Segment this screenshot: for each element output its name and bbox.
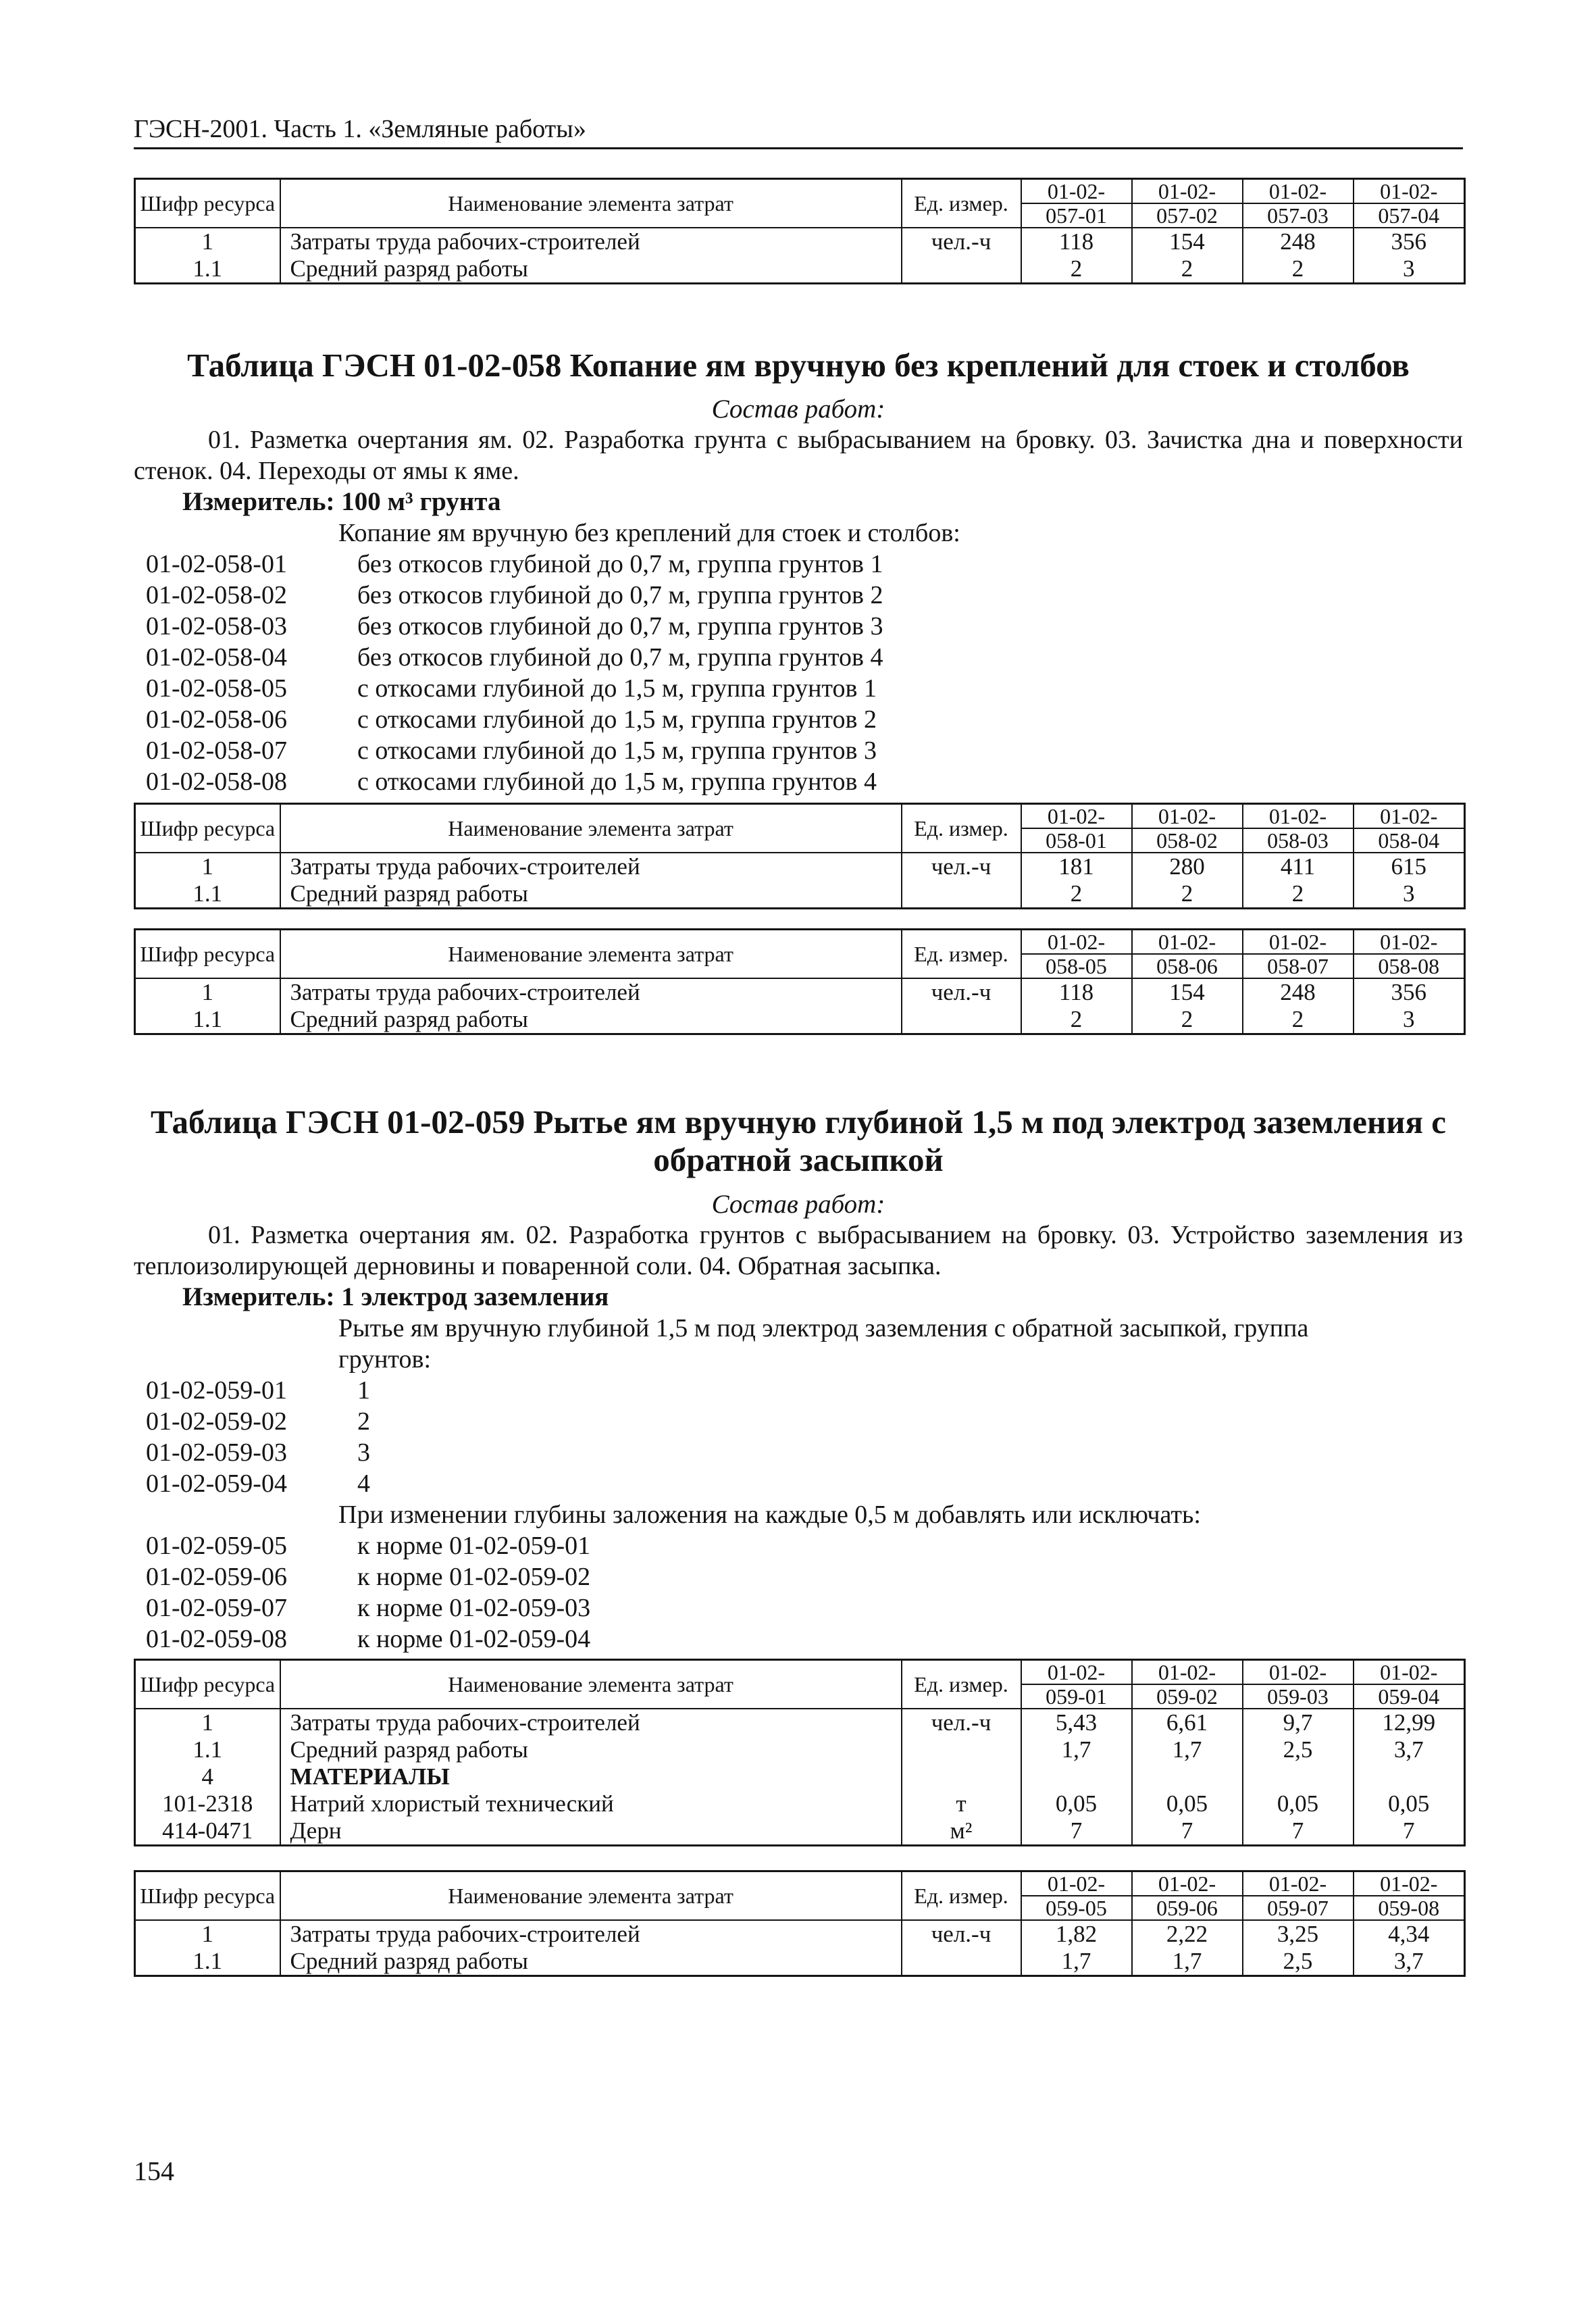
value-cell: 1,7 (1132, 1948, 1243, 1976)
header-norm-code-bottom: 058-03 (1243, 828, 1353, 852)
header-norm-code-bottom: 057-03 (1243, 203, 1353, 227)
value-cell: 181 (1021, 853, 1132, 880)
header-norm-code (1132, 804, 1243, 853)
norm-code: 01-02-058-06 (146, 705, 287, 734)
header-norm-code-bottom: 058-01 (1022, 828, 1131, 852)
cost-element-name: Затраты труда рабочих-строителей (280, 978, 902, 1006)
header-norm-code (1132, 930, 1243, 979)
cost-element-name: Средний разряд работы (280, 880, 902, 909)
value-cell: 118 (1021, 978, 1132, 1006)
table-059-a (134, 1659, 1466, 1846)
cost-element-name: Натрий хлористый технический (280, 1790, 902, 1817)
header-norm-code-top: 01-02- (1158, 804, 1216, 828)
list-item (146, 1530, 1463, 1561)
norm-description: 4 (357, 1469, 370, 1498)
header-norm-code (1354, 179, 1465, 228)
list-item (146, 1437, 1463, 1468)
header-norm-code-bottom: 059-02 (1133, 1684, 1242, 1708)
norm-description: к норме 01-02-059-01 (357, 1532, 591, 1560)
value-cell: 2,5 (1243, 1948, 1354, 1976)
unit: чел.-ч (902, 1920, 1021, 1948)
norm-description: к норме 01-02-059-04 (357, 1625, 591, 1653)
works-059: 01. Разметка очертания ям. 02. Разработка грунтов с выбрасыванием на бровку. 03. Устройство заземления из теплоизолирующей дерновины и поваренной соли. 04. Обратная засыпка. (134, 1221, 1463, 1280)
header-unit: Ед. измер. (902, 1660, 1021, 1709)
header-norm-code (1132, 1871, 1243, 1921)
value-cell: 280 (1132, 853, 1243, 880)
list-item (146, 673, 1463, 704)
header-norm-code (1354, 804, 1465, 853)
table-row (135, 1736, 1465, 1763)
page-header: ГЭСН-2001. Часть 1. «Земляные работы» (134, 115, 586, 143)
norm-description: с откосами глубиной до 1,5 м, группа грунтов 3 (357, 736, 877, 765)
unit (902, 1763, 1021, 1790)
norm-description: без откосов глубиной до 0,7 м, группа грунтов 2 (357, 581, 883, 609)
value-cell: 2 (1021, 880, 1132, 909)
header-norm-code-bottom: 059-08 (1354, 1895, 1464, 1919)
table-058-a (134, 803, 1466, 909)
header-norm-code-top: 01-02- (1380, 930, 1438, 954)
value-cell: 7 (1021, 1817, 1132, 1846)
header-norm-code-bottom: 059-06 (1133, 1895, 1242, 1919)
value-cell: 2 (1132, 880, 1243, 909)
value-cell: 154 (1132, 228, 1243, 255)
header-norm-code-bottom: 059-03 (1243, 1684, 1353, 1708)
value-cell: 2 (1132, 1006, 1243, 1034)
resource-code: 1.1 (135, 255, 280, 284)
resource-code: 4 (135, 1763, 280, 1790)
resource-code: 1 (135, 228, 280, 255)
table-row (135, 1006, 1465, 1034)
norm-description: с откосами глубиной до 1,5 м, группа грунтов 2 (357, 705, 877, 734)
value-cell: 9,7 (1243, 1709, 1354, 1736)
value-cell: 7 (1132, 1817, 1243, 1846)
list-item (146, 1561, 1463, 1592)
unit: чел.-ч (902, 228, 1021, 255)
header-norm-code-top: 01-02- (1268, 804, 1327, 828)
table-row (135, 1948, 1465, 1976)
value-cell: 3,25 (1243, 1920, 1354, 1948)
value-cell: 118 (1021, 228, 1132, 255)
unit: чел.-ч (902, 1709, 1021, 1736)
norm-description: 1 (357, 1376, 370, 1405)
resource-code: 1.1 (135, 1006, 280, 1034)
value-cell: 3 (1354, 1006, 1465, 1034)
unit (902, 880, 1021, 909)
header-norm-code-top: 01-02- (1268, 1660, 1327, 1684)
header-norm-code-bottom: 058-08 (1354, 953, 1464, 978)
cost-element-name: Средний разряд работы (280, 1006, 902, 1034)
norm-description: 3 (357, 1438, 370, 1467)
cost-element-name: МАТЕРИАЛЫ (280, 1763, 902, 1790)
table-title-058: Таблица ГЭСН 01-02-058 Копание ям вручную без креплений для стоек и столбов (187, 347, 1410, 384)
unit (902, 1006, 1021, 1034)
norm-code: 01-02-059-04 (146, 1469, 287, 1498)
header-code: Шифр ресурса (135, 1871, 280, 1921)
table-row (135, 1709, 1465, 1736)
header-norm-code-top: 01-02- (1268, 1871, 1327, 1896)
measure-059: Измеритель: 1 электрод заземления (182, 1282, 609, 1311)
norm-code: 01-02-058-07 (146, 736, 287, 765)
cost-element-name: Затраты труда рабочих-строителей (280, 853, 902, 880)
measure-058: Измеритель: 100 м³ грунта (182, 487, 501, 516)
header-norm-code-bottom: 058-02 (1133, 828, 1242, 852)
norm-code: 01-02-058-01 (146, 550, 287, 578)
table-058-b (134, 928, 1466, 1035)
header-norm-code-top: 01-02- (1158, 1871, 1216, 1896)
subtitle-058: Состав работ: (711, 395, 885, 424)
list-item (146, 1624, 1463, 1655)
value-cell: 5,43 (1021, 1709, 1132, 1736)
header-name: Наименование элемента затрат (280, 930, 902, 979)
works-058: 01. Разметка очертания ям. 02. Разработка грунта с выбрасыванием на бровку. 03. Зачистка дна и поверхности стенок. 04. Переходы от ямы к яме. (134, 426, 1463, 485)
value-cell: 7 (1354, 1817, 1465, 1846)
norm-code: 01-02-059-05 (146, 1532, 287, 1560)
header-norm-code (1354, 1660, 1465, 1709)
header-norm-code-top: 01-02- (1268, 930, 1327, 954)
header-norm-code-bottom: 059-05 (1022, 1895, 1131, 1919)
value-cell: 248 (1243, 978, 1354, 1006)
resource-code: 1.1 (135, 1948, 280, 1976)
value-cell: 2 (1243, 880, 1354, 909)
value-cell: 411 (1243, 853, 1354, 880)
value-cell: 356 (1354, 228, 1465, 255)
norm-code: 01-02-058-02 (146, 581, 287, 609)
table-title-059-line1: Таблица ГЭСН 01-02-059 Рытье ям вручную глубиной 1,5 м под электрод заземления с (151, 1103, 1446, 1140)
value-cell: 2 (1243, 255, 1354, 284)
header-norm-code-bottom: 057-02 (1133, 203, 1242, 227)
header-norm-code-bottom: 059-04 (1354, 1684, 1464, 1708)
header-norm-code-top: 01-02- (1268, 179, 1327, 203)
header-name: Наименование элемента затрат (280, 1660, 902, 1709)
unit: чел.-ч (902, 853, 1021, 880)
header-norm-code-top: 01-02- (1047, 179, 1106, 203)
table-row (135, 880, 1465, 909)
header-unit: Ед. измер. (902, 930, 1021, 979)
cost-element-name: Средний разряд работы (280, 1736, 902, 1763)
value-cell: 3,7 (1354, 1736, 1465, 1763)
header-norm-code-top: 01-02- (1047, 930, 1106, 954)
norm-code: 01-02-058-04 (146, 643, 287, 672)
list-item (146, 1375, 1463, 1406)
header-norm-code-top: 01-02- (1047, 1660, 1106, 1684)
value-cell: 2 (1132, 255, 1243, 284)
header-norm-code-bottom: 057-01 (1022, 203, 1131, 227)
list-item (146, 642, 1463, 673)
value-cell: 3 (1354, 255, 1465, 284)
list-item (146, 704, 1463, 735)
norm-code: 01-02-059-01 (146, 1376, 287, 1405)
header-code: Шифр ресурса (135, 804, 280, 853)
header-norm-code-top: 01-02- (1158, 1660, 1216, 1684)
header-norm-code (1354, 1871, 1465, 1921)
table-row (135, 1790, 1465, 1817)
value-cell: 1,7 (1132, 1736, 1243, 1763)
table-row (135, 1817, 1465, 1846)
subtitle-059: Состав работ: (711, 1190, 885, 1219)
header-norm-code-top: 01-02- (1380, 1660, 1438, 1684)
value-cell: 2 (1243, 1006, 1354, 1034)
norm-description: с откосами глубиной до 1,5 м, группа грунтов 4 (357, 768, 877, 796)
header-unit: Ед. измер. (902, 1871, 1021, 1921)
header-norm-code-top: 01-02- (1158, 930, 1216, 954)
cost-element-name: Затраты труда рабочих-строителей (280, 228, 902, 255)
header-norm-code-top: 01-02- (1047, 804, 1106, 828)
unit (902, 1736, 1021, 1763)
resource-code: 1 (135, 978, 280, 1006)
cost-element-name: Средний разряд работы (280, 1948, 902, 1976)
norm-description: 2 (357, 1407, 370, 1436)
header-norm-code-bottom: 058-04 (1354, 828, 1464, 852)
header-rule (134, 147, 1463, 149)
value-cell (1132, 1763, 1243, 1790)
header-norm-code-top: 01-02- (1380, 1871, 1438, 1896)
value-cell: 4,34 (1354, 1920, 1465, 1948)
cost-element-name: Затраты труда рабочих-строителей (280, 1709, 902, 1736)
header-norm-code (1243, 1660, 1354, 1709)
header-name: Наименование элемента затрат (280, 804, 902, 853)
unit: чел.-ч (902, 978, 1021, 1006)
list-item (146, 1406, 1463, 1437)
list-item (146, 766, 1463, 797)
header-norm-code-bottom: 057-04 (1354, 203, 1464, 227)
value-cell: 356 (1354, 978, 1465, 1006)
norm-code: 01-02-058-05 (146, 674, 287, 703)
norm-description: без откосов глубиной до 0,7 м, группа грунтов 4 (357, 643, 883, 672)
value-cell: 0,05 (1243, 1790, 1354, 1817)
header-norm-code (1021, 1660, 1132, 1709)
list-item (146, 611, 1463, 642)
value-cell: 3 (1354, 880, 1465, 909)
value-cell: 0,05 (1021, 1790, 1132, 1817)
header-norm-code (1243, 804, 1354, 853)
norm-description: к норме 01-02-059-03 (357, 1594, 591, 1622)
value-cell (1354, 1763, 1465, 1790)
header-unit: Ед. измер. (902, 804, 1021, 853)
value-cell: 2,5 (1243, 1736, 1354, 1763)
table-059-b (134, 1870, 1466, 1977)
list-intro: Копание ям вручную без креплений для стоек и столбов: (338, 519, 960, 547)
value-cell: 0,05 (1354, 1790, 1465, 1817)
header-norm-code (1132, 1660, 1243, 1709)
header-code: Шифр ресурса (135, 1660, 280, 1709)
value-cell: 0,05 (1132, 1790, 1243, 1817)
header-norm-code-top: 01-02- (1047, 1871, 1106, 1896)
header-norm-code (1021, 179, 1132, 228)
value-cell: 7 (1243, 1817, 1354, 1846)
resource-code: 414-0471 (135, 1817, 280, 1846)
header-norm-code (1132, 179, 1243, 228)
norm-description: без откосов глубиной до 0,7 м, группа грунтов 3 (357, 612, 883, 640)
list-intro-2: При изменении глубины заложения на каждые 0,5 м добавлять или исключать: (338, 1501, 1201, 1529)
header-norm-code (1021, 930, 1132, 979)
resource-code: 1 (135, 1709, 280, 1736)
value-cell: 3,7 (1354, 1948, 1465, 1976)
norm-code: 01-02-059-03 (146, 1438, 287, 1467)
value-cell: 2 (1021, 255, 1132, 284)
header-norm-code (1021, 804, 1132, 853)
value-cell: 615 (1354, 853, 1465, 880)
norm-code: 01-02-059-02 (146, 1407, 287, 1436)
header-norm-code (1243, 930, 1354, 979)
header-norm-code (1243, 1871, 1354, 1921)
header-unit: Ед. измер. (902, 179, 1021, 228)
table-row (135, 1763, 1465, 1790)
table-row (135, 853, 1465, 880)
norm-list-058 (146, 518, 1463, 797)
list-item (146, 1592, 1463, 1624)
norm-description: к норме 01-02-059-02 (357, 1563, 591, 1591)
value-cell: 154 (1132, 978, 1243, 1006)
unit: м² (902, 1817, 1021, 1846)
header-name: Наименование элемента затрат (280, 179, 902, 228)
value-cell: 2,22 (1132, 1920, 1243, 1948)
unit: т (902, 1790, 1021, 1817)
table-row (135, 978, 1465, 1006)
header-code: Шифр ресурса (135, 930, 280, 979)
norm-code: 01-02-059-08 (146, 1625, 287, 1653)
list-intro-cont: грунтов: (338, 1345, 432, 1374)
header-name: Наименование элемента затрат (280, 1871, 902, 1921)
header-norm-code (1243, 179, 1354, 228)
cost-element-name: Затраты труда рабочих-строителей (280, 1920, 902, 1948)
header-norm-code-top: 01-02- (1158, 179, 1216, 203)
table-row (135, 1920, 1465, 1948)
value-cell (1243, 1763, 1354, 1790)
norm-code: 01-02-059-06 (146, 1563, 287, 1591)
unit (902, 1948, 1021, 1976)
header-norm-code (1021, 1871, 1132, 1921)
norm-description: без откосов глубиной до 0,7 м, группа грунтов 1 (357, 550, 883, 578)
table-row (135, 255, 1465, 284)
norm-description: с откосами глубиной до 1,5 м, группа грунтов 1 (357, 674, 877, 703)
header-code: Шифр ресурса (135, 179, 280, 228)
cost-element-name: Дерн (280, 1817, 902, 1846)
page-number: 154 (134, 2156, 174, 2186)
table-title-059-line2: обратной засыпкой (653, 1141, 944, 1178)
list-item (146, 580, 1463, 611)
value-cell (1021, 1763, 1132, 1790)
norm-list-059 (146, 1313, 1463, 1655)
list-item (146, 549, 1463, 580)
header-norm-code (1354, 930, 1465, 979)
value-cell: 248 (1243, 228, 1354, 255)
list-intro: Рытье ям вручную глубиной 1,5 м под электрод заземления с обратной засыпкой, группа (338, 1314, 1309, 1342)
cost-element-name: Средний разряд работы (280, 255, 902, 284)
header-norm-code-top: 01-02- (1380, 804, 1438, 828)
norm-code: 01-02-058-08 (146, 768, 287, 796)
value-cell: 6,61 (1132, 1709, 1243, 1736)
header-norm-code-bottom: 058-07 (1243, 953, 1353, 978)
value-cell: 1,7 (1021, 1948, 1132, 1976)
header-norm-code-bottom: 059-01 (1022, 1684, 1131, 1708)
value-cell: 12,99 (1354, 1709, 1465, 1736)
resource-code: 1.1 (135, 1736, 280, 1763)
norm-code: 01-02-059-07 (146, 1594, 287, 1622)
table-row (135, 228, 1465, 255)
header-norm-code-top: 01-02- (1380, 179, 1438, 203)
resource-code: 1 (135, 1920, 280, 1948)
value-cell: 1,7 (1021, 1736, 1132, 1763)
norm-code: 01-02-058-03 (146, 612, 287, 640)
value-cell: 2 (1021, 1006, 1132, 1034)
list-item (146, 735, 1463, 766)
resource-code: 1.1 (135, 880, 280, 909)
value-cell: 1,82 (1021, 1920, 1132, 1948)
resource-code: 101-2318 (135, 1790, 280, 1817)
header-norm-code-bottom: 058-05 (1022, 953, 1131, 978)
list-item (146, 1468, 1463, 1499)
header-norm-code-bottom: 058-06 (1133, 953, 1242, 978)
table-057 (134, 178, 1466, 284)
header-norm-code-bottom: 059-07 (1243, 1895, 1353, 1919)
resource-code: 1 (135, 853, 280, 880)
unit (902, 255, 1021, 284)
